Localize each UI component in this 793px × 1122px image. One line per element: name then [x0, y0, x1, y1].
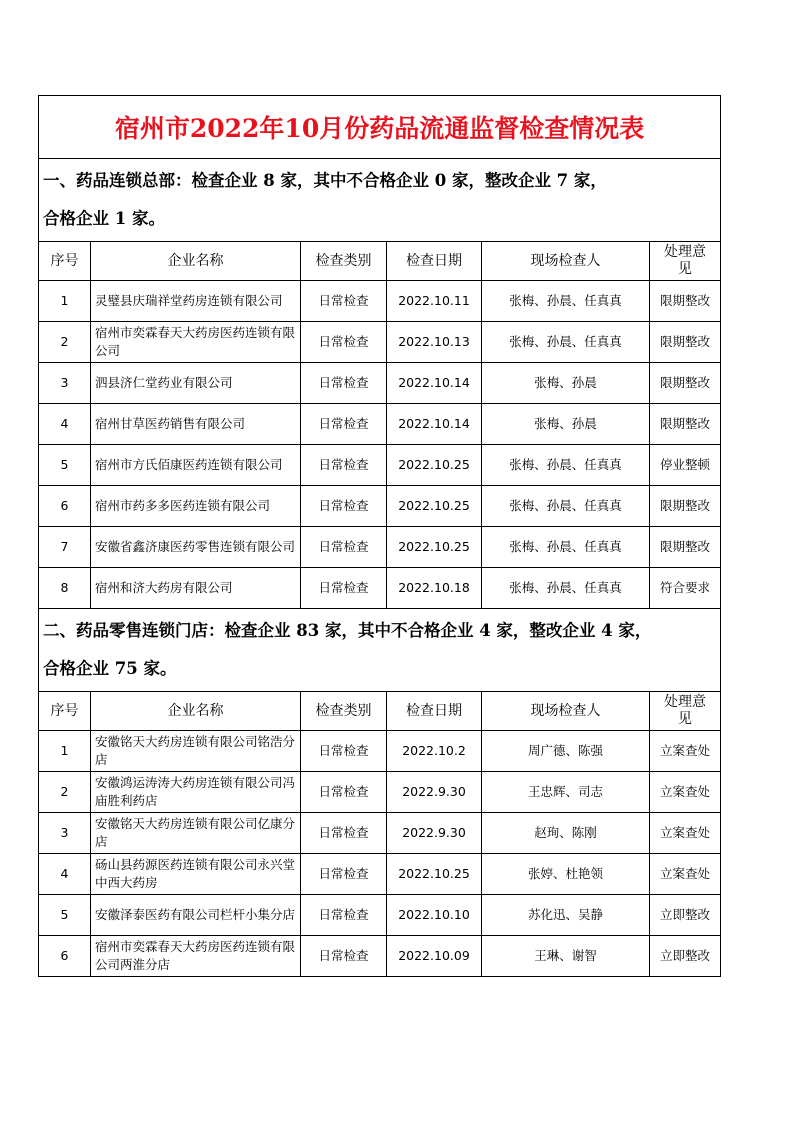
company-name: 宿州甘草医药销售有限公司 [91, 404, 301, 445]
inspection-type: 日常检查 [301, 731, 387, 772]
table-row [39, 936, 721, 977]
inspectors: 张梅、孙晨、任真真 [482, 527, 650, 568]
column-header: 检查类别 [301, 242, 387, 281]
company-name: 宿州市奕霖春天大药房医药连锁有限公司两淮分店 [91, 936, 301, 977]
inspection-type: 日常检查 [301, 281, 387, 322]
table-row [39, 854, 721, 895]
inspection-type: 日常检查 [301, 936, 387, 977]
handling-result: 符合要求 [650, 568, 721, 609]
inspection-date: 2022.10.25 [387, 854, 482, 895]
table-row [39, 568, 721, 609]
section-heading [39, 609, 721, 692]
company-name: 安徽鸿运涛涛大药房连锁有限公司冯庙胜利药店 [91, 772, 301, 813]
column-header: 序号 [39, 692, 91, 731]
company-name: 安徽省鑫济康医药零售连锁有限公司 [91, 527, 301, 568]
table-row [39, 895, 721, 936]
handling-result: 立即整改 [650, 936, 721, 977]
inspectors: 王忠辉、司志 [482, 772, 650, 813]
inspectors: 张梅、孙晨、任真真 [482, 445, 650, 486]
table-row [39, 322, 721, 363]
inspection-type: 日常检查 [301, 363, 387, 404]
inspection-date: 2022.10.25 [387, 445, 482, 486]
inspection-date: 2022.10.14 [387, 404, 482, 445]
inspection-type: 日常检查 [301, 772, 387, 813]
inspection-type: 日常检查 [301, 445, 387, 486]
company-name: 砀山县药源医药连锁有限公司永兴堂中西大药房 [91, 854, 301, 895]
company-name: 宿州市方氏佰康医药连锁有限公司 [91, 445, 301, 486]
inspectors: 张梅、孙晨、任真真 [482, 322, 650, 363]
row-number: 7 [39, 527, 91, 568]
column-header: 检查类别 [301, 692, 387, 731]
column-header: 现场检查人 [482, 692, 650, 731]
company-name: 安徽泽泰医药有限公司栏杆小集分店 [91, 895, 301, 936]
inspectors: 王琳、谢智 [482, 936, 650, 977]
inspection-date: 2022.10.14 [387, 363, 482, 404]
column-header: 企业名称 [91, 242, 301, 281]
table-row [39, 486, 721, 527]
inspectors: 张梅、孙晨、任真真 [482, 486, 650, 527]
handling-result: 立即整改 [650, 895, 721, 936]
row-number: 1 [39, 281, 91, 322]
row-number: 6 [39, 936, 91, 977]
table-row [39, 363, 721, 404]
row-number: 6 [39, 486, 91, 527]
inspection-date: 2022.10.09 [387, 936, 482, 977]
company-name: 安徽铭天大药房连锁有限公司铭浩分店 [91, 731, 301, 772]
handling-result: 立案查处 [650, 772, 721, 813]
inspection-type: 日常检查 [301, 813, 387, 854]
section-heading [39, 159, 721, 242]
inspection-date: 2022.10.25 [387, 527, 482, 568]
section-heading-line1: 一、药品连锁总部：检查企业 8 家，其中不合格企业 0 家，整改企业 7 家， [43, 171, 607, 190]
inspectors: 张梅、孙晨、任真真 [482, 281, 650, 322]
column-header: 现场检查人 [482, 242, 650, 281]
inspection-type: 日常检查 [301, 322, 387, 363]
company-name: 灵璧县庆瑞祥堂药房连锁有限公司 [91, 281, 301, 322]
inspection-type: 日常检查 [301, 486, 387, 527]
inspectors: 周广德、陈强 [482, 731, 650, 772]
company-name: 泗县济仁堂药业有限公司 [91, 363, 301, 404]
column-header: 检查日期 [387, 692, 482, 731]
section-heading-line2: 合格企业 75 家。 [43, 659, 177, 678]
inspection-date: 2022.9.30 [387, 772, 482, 813]
column-header: 处理意见 [650, 692, 721, 731]
row-number: 4 [39, 404, 91, 445]
column-header-row [39, 242, 721, 281]
inspectors: 张梅、孙晨、任真真 [482, 568, 650, 609]
inspection-type: 日常检查 [301, 568, 387, 609]
company-name: 宿州市药多多医药连锁有限公司 [91, 486, 301, 527]
handling-result: 立案查处 [650, 854, 721, 895]
handling-result: 限期整改 [650, 363, 721, 404]
handling-result: 限期整改 [650, 322, 721, 363]
column-header: 序号 [39, 242, 91, 281]
inspection-table [38, 95, 721, 977]
column-header: 企业名称 [91, 692, 301, 731]
section-heading-line2: 合格企业 1 家。 [43, 209, 165, 228]
company-name: 宿州和济大药房有限公司 [91, 568, 301, 609]
column-header: 处理意见 [650, 242, 721, 281]
inspectors: 张梅、孙晨 [482, 363, 650, 404]
inspection-date: 2022.10.10 [387, 895, 482, 936]
handling-result: 立案查处 [650, 731, 721, 772]
inspection-type: 日常检查 [301, 854, 387, 895]
inspection-type: 日常检查 [301, 404, 387, 445]
company-name: 宿州市奕霖春天大药房医药连锁有限公司 [91, 322, 301, 363]
handling-result: 停业整顿 [650, 445, 721, 486]
table-row [39, 731, 721, 772]
inspection-date: 2022.10.11 [387, 281, 482, 322]
handling-result: 立案查处 [650, 813, 721, 854]
inspection-type: 日常检查 [301, 527, 387, 568]
row-number: 3 [39, 363, 91, 404]
table-row [39, 404, 721, 445]
inspection-date: 2022.10.18 [387, 568, 482, 609]
inspection-date: 2022.10.25 [387, 486, 482, 527]
row-number: 1 [39, 731, 91, 772]
handling-result: 限期整改 [650, 281, 721, 322]
row-number: 5 [39, 445, 91, 486]
inspectors: 苏化迅、吴静 [482, 895, 650, 936]
section-heading-line1: 二、药品零售连锁门店：检查企业 83 家，其中不合格企业 4 家，整改企业 4 家， [43, 621, 652, 640]
inspection-type: 日常检查 [301, 895, 387, 936]
row-number: 3 [39, 813, 91, 854]
table-row [39, 281, 721, 322]
row-number: 5 [39, 895, 91, 936]
column-header-row [39, 692, 721, 731]
table-row [39, 772, 721, 813]
table-row [39, 527, 721, 568]
inspectors: 张婷、杜艳领 [482, 854, 650, 895]
inspectors: 赵珣、陈刚 [482, 813, 650, 854]
row-number: 2 [39, 772, 91, 813]
inspectors: 张梅、孙晨 [482, 404, 650, 445]
inspection-date: 2022.9.30 [387, 813, 482, 854]
handling-result: 限期整改 [650, 527, 721, 568]
handling-result: 限期整改 [650, 486, 721, 527]
table-row [39, 813, 721, 854]
row-number: 8 [39, 568, 91, 609]
row-number: 2 [39, 322, 91, 363]
page-title: 宿州市2022年10月份药品流通监督检查情况表 [39, 96, 721, 159]
company-name: 安徽铭天大药房连锁有限公司亿康分店 [91, 813, 301, 854]
table-row [39, 445, 721, 486]
handling-result: 限期整改 [650, 404, 721, 445]
column-header: 检查日期 [387, 242, 482, 281]
inspection-date: 2022.10.2 [387, 731, 482, 772]
row-number: 4 [39, 854, 91, 895]
inspection-date: 2022.10.13 [387, 322, 482, 363]
